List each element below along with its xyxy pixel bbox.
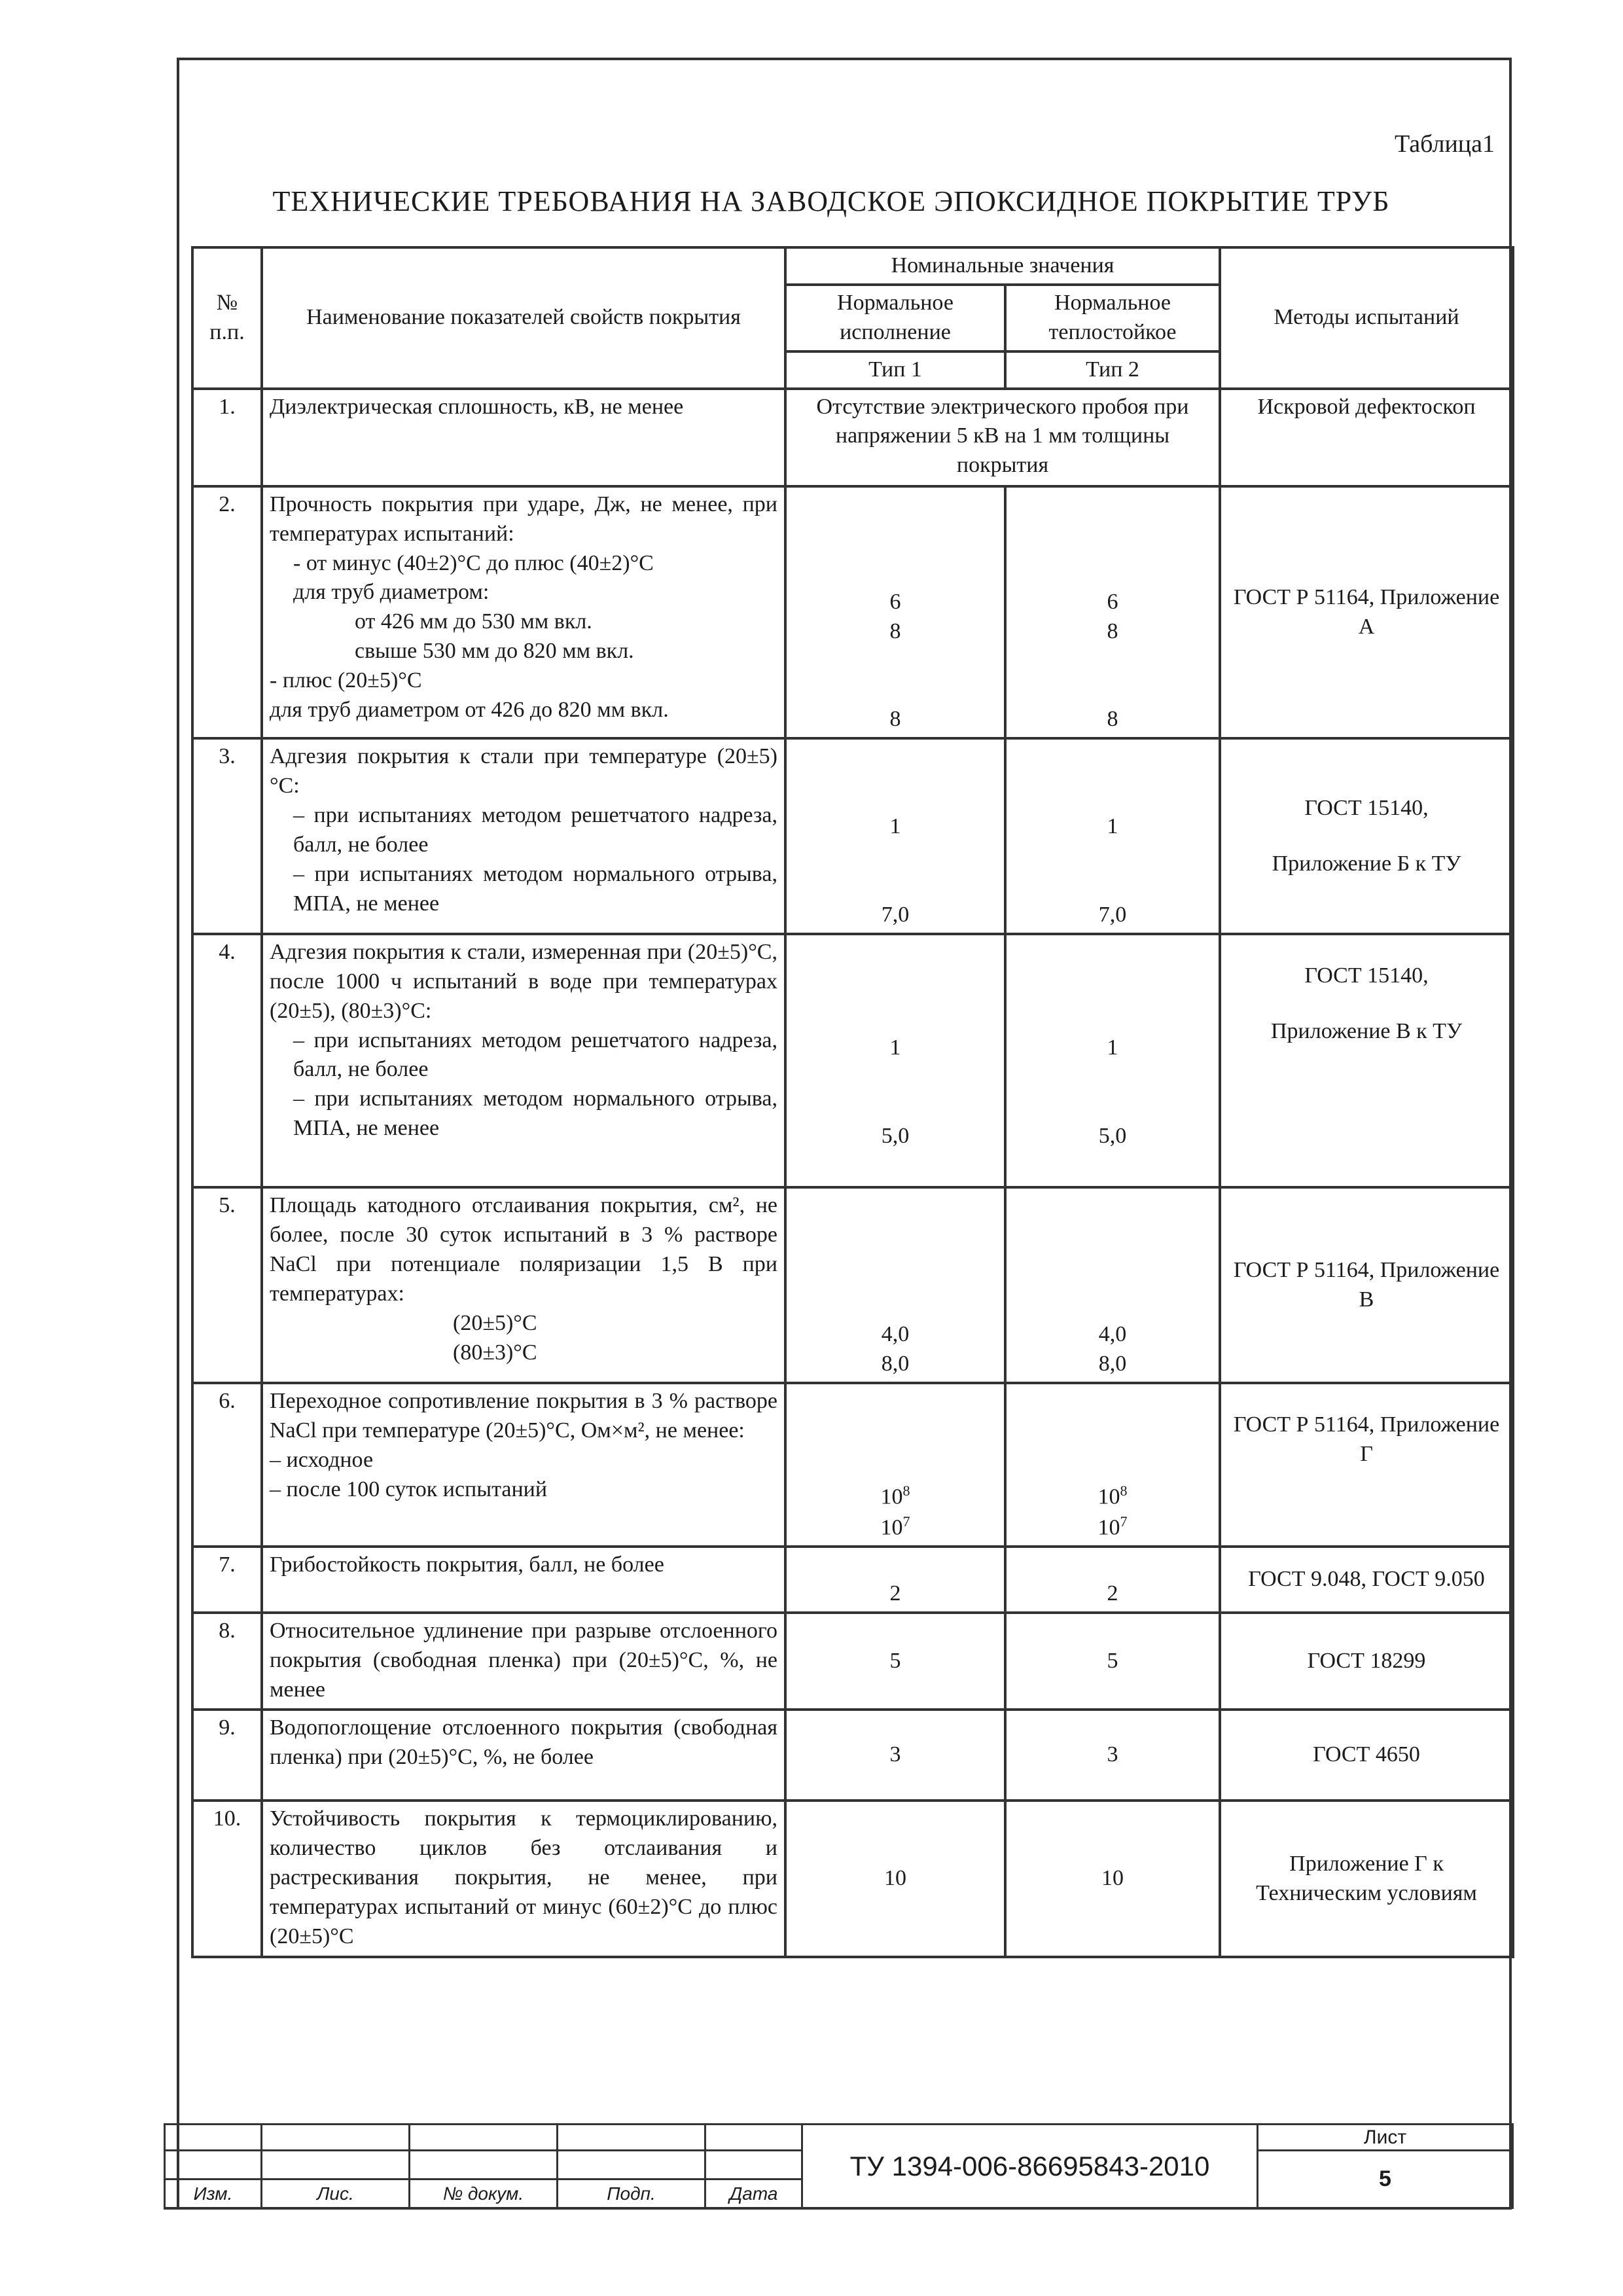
- value: [1013, 1512, 1212, 1543]
- row-name: [262, 738, 785, 934]
- row-name: Грибостойкость покрытия, балл, не более: [262, 1547, 785, 1613]
- row-number: 8.: [192, 1613, 262, 1710]
- stamp-label-date: Дата: [705, 2179, 802, 2208]
- value-base: 10: [1097, 1515, 1120, 1540]
- stamp-label-sheet: Лис.: [262, 2179, 410, 2208]
- method-line: Приложение Б к ТУ: [1272, 851, 1461, 876]
- value: 4,0: [881, 1322, 910, 1347]
- row-type2-values: [1005, 1187, 1220, 1383]
- header-nominal: Номинальные значения: [785, 247, 1220, 285]
- row-line: - плюс (20±5)°С: [270, 668, 422, 693]
- value: 8,0: [1098, 1352, 1127, 1376]
- row-line: свыше 530 мм до 820 мм вкл.: [355, 639, 634, 664]
- table-row: [192, 1801, 1513, 1957]
- table-row: [192, 1383, 1513, 1547]
- document-title: ТЕХНИЧЕСКИЕ ТРЕБОВАНИЯ НА ЗАВОДСКОЕ ЭПОКСИДНОЕ ПОКРЫТИЕ ТРУБ: [272, 185, 1390, 217]
- row-merged-value: Отсутствие электрического пробоя при напряжении 5 кВ на 1 мм толщины покрытия: [785, 389, 1220, 486]
- row-type2-value: 5: [1005, 1613, 1220, 1710]
- requirements-table: [191, 246, 1514, 1958]
- value-base: 10: [880, 1484, 903, 1509]
- row-type2-value: 3: [1005, 1710, 1220, 1801]
- sheet-label: Лист: [1258, 2125, 1513, 2151]
- row-type1-values: [785, 934, 1005, 1187]
- stamp-label-doc-no: № докум.: [410, 2179, 558, 2208]
- stamp-label-signature: Подп.: [558, 2179, 705, 2208]
- frame-top-line: [177, 58, 1512, 60]
- row-type1-values: [785, 1187, 1005, 1383]
- row-name: [262, 1383, 785, 1547]
- row-method: [1220, 934, 1513, 1187]
- frame-left-line: [177, 58, 179, 2210]
- row-method: ГОСТ Р 51164, Приложение В: [1220, 1187, 1513, 1383]
- value: [793, 1481, 997, 1512]
- table-label: Таблица1: [1394, 130, 1495, 158]
- row-line: для труб диаметром:: [293, 580, 490, 605]
- row-line: (80±3)°С: [453, 1340, 537, 1365]
- value-exponent: 7: [1120, 1513, 1128, 1530]
- header-name: Наименование показателей свойств покрытия: [262, 247, 785, 389]
- stamp-label-change: Изм.: [165, 2179, 262, 2208]
- row-name: Устойчивость покрытия к термоциклированию, количество циклов без отслаивания и растрескивания покрытия, не менее, при температурах испытаний от минус (60±2)°С до плюс (20±5)°С: [262, 1801, 785, 1957]
- row-name: [262, 486, 785, 738]
- row-name: Относительное удлинение при разрыве отслоенного покрытия (свободная пленка) при (20±5)°С, %, не менее: [262, 1613, 785, 1710]
- value: [1013, 1481, 1212, 1512]
- document-code: ТУ 1394-006-86695843-2010: [802, 2125, 1258, 2208]
- row-type1-value: 2: [785, 1547, 1005, 1613]
- table-row: [192, 1613, 1513, 1710]
- row-type2-values: [1005, 738, 1220, 934]
- table-row: [192, 486, 1513, 738]
- value: 1: [1107, 814, 1118, 839]
- value: 8: [1107, 707, 1118, 732]
- row-line: Прочность покрытия при ударе, Дж, не менее, при температурах испытаний:: [270, 492, 777, 546]
- header-no: № п.п.: [192, 247, 262, 389]
- value: 5,0: [1098, 1123, 1127, 1148]
- row-method: ГОСТ 4650: [1220, 1710, 1513, 1801]
- row-line: - от минус (40±2)°С до плюс (40±2)°С: [293, 550, 654, 575]
- header-type1: Тип 1: [785, 351, 1005, 389]
- value: 8: [889, 619, 901, 643]
- header-type1-desc: Нормальное исполнение: [785, 285, 1005, 351]
- row-number: 3.: [192, 738, 262, 934]
- row-line: Площадь катодного отслаивания покрытия, см², не более, после 30 суток испытаний в 3 % растворе NaCl при потенциале поляризации 1,5 В при температурах:: [270, 1193, 777, 1306]
- row-line: Переходное сопротивление покрытия в 3 % растворе NaCl при температуре (20±5)°С, Ом×м², не менее:: [270, 1389, 777, 1443]
- table-row: [192, 1187, 1513, 1383]
- row-method: ГОСТ 18299: [1220, 1613, 1513, 1710]
- row-type2-value: 2: [1005, 1547, 1220, 1613]
- row-line: для труб диаметром от 426 до 820 мм вкл.: [270, 697, 669, 722]
- value-base: 10: [1097, 1484, 1120, 1509]
- row-line: – при испытаниях методом нормального отрыва, МПА, не менее: [293, 1086, 777, 1141]
- value-exponent: 8: [902, 1482, 910, 1499]
- row-name: Водопоглощение отслоенного покрытия (свободная пленка) при (20±5)°С, %, не более: [262, 1710, 785, 1801]
- method-line: Приложение В к ТУ: [1271, 1018, 1463, 1043]
- table-row: [192, 738, 1513, 934]
- row-name: [262, 1187, 785, 1383]
- table-row: [192, 1710, 1513, 1801]
- table-row: [192, 1547, 1513, 1613]
- value: 1: [889, 814, 901, 839]
- row-name: [262, 934, 785, 1187]
- value-base: 10: [880, 1515, 903, 1540]
- value: 8: [889, 707, 901, 732]
- row-line: от 426 мм до 530 мм вкл.: [355, 609, 592, 634]
- row-number: 9.: [192, 1710, 262, 1801]
- value: 8: [1107, 619, 1118, 643]
- row-line: – исходное: [270, 1447, 374, 1472]
- row-line: (20±5)°С: [453, 1310, 537, 1335]
- row-name: Диэлектрическая сплошность, кВ, не менее: [262, 389, 785, 486]
- row-method: Искровой дефектоскоп: [1220, 389, 1513, 486]
- value: 1: [1107, 1035, 1118, 1060]
- value: 6: [889, 589, 901, 614]
- value: 1: [889, 1035, 901, 1060]
- value: 8,0: [881, 1352, 910, 1376]
- value-exponent: 8: [1120, 1482, 1128, 1499]
- value: [793, 1512, 997, 1543]
- row-type1-value: 5: [785, 1613, 1005, 1710]
- row-number: 7.: [192, 1547, 262, 1613]
- row-type2-values: [1005, 934, 1220, 1187]
- row-type1-values: [785, 486, 1005, 738]
- row-type1-values: [785, 738, 1005, 934]
- row-type2-values: [1005, 1383, 1220, 1547]
- row-line: Адгезия покрытия к стали при температуре (20±5)°С:: [270, 744, 777, 798]
- row-type2-value: 10: [1005, 1801, 1220, 1957]
- row-method: [1220, 738, 1513, 934]
- row-method: ГОСТ Р 51164, Приложение Г: [1220, 1383, 1513, 1547]
- value: 4,0: [1098, 1322, 1127, 1347]
- table-row: [192, 389, 1513, 486]
- row-line: – при испытаниях методом решетчатого надреза, балл, не более: [293, 1028, 777, 1082]
- table-row: [192, 934, 1513, 1187]
- row-line: Адгезия покрытия к стали, измеренная при (20±5)°С, после 1000 ч испытаний в воде при температурах (20±5), (80±3)°С:: [270, 939, 777, 1023]
- row-method: ГОСТ 9.048, ГОСТ 9.050: [1220, 1547, 1513, 1613]
- method-line: ГОСТ 15140,: [1304, 963, 1429, 988]
- header-type2-desc: Нормальное теплостойкое: [1005, 285, 1220, 351]
- value-exponent: 7: [902, 1513, 910, 1530]
- row-number: 2.: [192, 486, 262, 738]
- row-method: Приложение Г к Техническим условиям: [1220, 1801, 1513, 1957]
- header-methods: Методы испытаний: [1220, 247, 1513, 389]
- row-type2-values: [1005, 486, 1220, 738]
- row-type1-values: [785, 1383, 1005, 1547]
- value: 7,0: [1098, 903, 1127, 927]
- row-type1-value: 10: [785, 1801, 1005, 1957]
- row-number: 1.: [192, 389, 262, 486]
- value: 5,0: [881, 1123, 910, 1148]
- row-method: ГОСТ Р 51164, Приложение А: [1220, 486, 1513, 738]
- row-number: 4.: [192, 934, 262, 1187]
- sheet-number: 5: [1258, 2151, 1513, 2208]
- row-line: – при испытаниях методом нормального отрыва, МПА, не менее: [293, 861, 777, 916]
- row-number: 5.: [192, 1187, 262, 1383]
- header-type2: Тип 2: [1005, 351, 1220, 389]
- value: 7,0: [881, 903, 910, 927]
- row-number: 6.: [192, 1383, 262, 1547]
- row-line: – после 100 суток испытаний: [270, 1477, 548, 1501]
- row-line: – при испытаниях методом решетчатого надреза, балл, не более: [293, 803, 777, 857]
- title-block-stamp: [164, 2123, 1514, 2209]
- method-line: ГОСТ 15140,: [1304, 795, 1429, 820]
- value: 6: [1107, 589, 1118, 614]
- row-number: 10.: [192, 1801, 262, 1957]
- row-type1-value: 3: [785, 1710, 1005, 1801]
